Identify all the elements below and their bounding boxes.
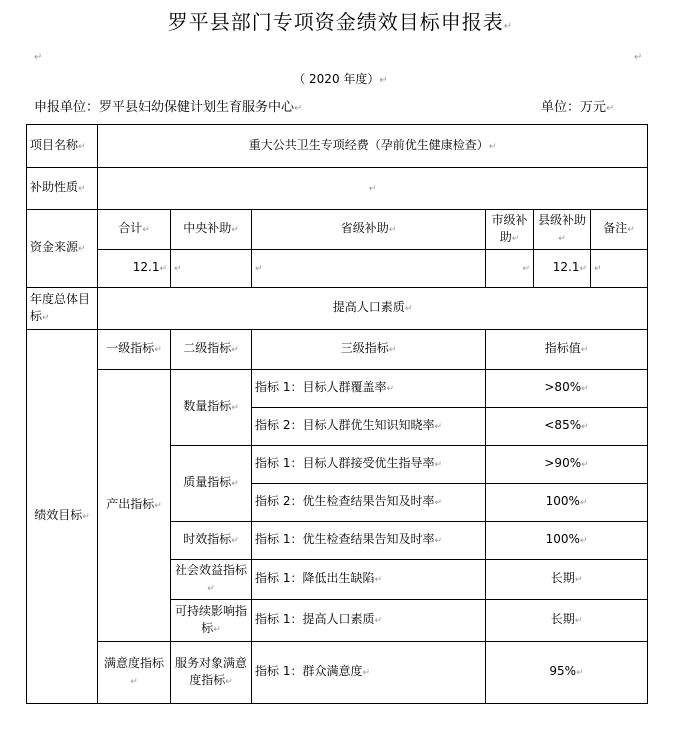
indicator-value: 长期↵ bbox=[486, 560, 648, 600]
project-name-label: 项目名称↵ bbox=[27, 125, 98, 168]
fund-value-provincial: ↵ bbox=[252, 250, 486, 288]
fund-value-total: 12.1↵ bbox=[98, 250, 171, 288]
fund-header-total: 合计↵ bbox=[98, 210, 171, 250]
indicator-value: 100%↵ bbox=[486, 484, 648, 522]
indicator-value: <85%↵ bbox=[486, 408, 648, 446]
project-name-value: 重大公共卫生专项经费（孕前优生健康检查）↵ bbox=[98, 125, 648, 168]
level1-header: 一级指标↵ bbox=[98, 330, 171, 370]
sustainability-indicator-label: 可持续影响指标↵ bbox=[171, 600, 252, 642]
fund-header-city: 市级补助↵ bbox=[486, 210, 534, 250]
level2-header: 二级指标↵ bbox=[171, 330, 252, 370]
indicator-row: 指标 2：目标人群优生知识知晓率↵ bbox=[252, 408, 486, 446]
timeliness-indicator-label: 时效指标↵ bbox=[171, 522, 252, 560]
fund-value-central: ↵ bbox=[171, 250, 252, 288]
service-satisfaction-label: 服务对象满意度指标↵ bbox=[171, 642, 252, 704]
fund-header-remark: 备注↵ bbox=[591, 210, 648, 250]
fund-value-remark: ↵ bbox=[591, 250, 648, 288]
paragraph-mark: ↵ bbox=[634, 52, 643, 63]
social-benefit-indicator-label: 社会效益指标↵ bbox=[171, 560, 252, 600]
subsidy-nature-value: ↵ bbox=[98, 168, 648, 210]
indicator-row: 指标 2：优生检查结果告知及时率↵ bbox=[252, 484, 486, 522]
level3-header: 三级指标↵ bbox=[252, 330, 486, 370]
year-line: （ 2020 年度）↵ bbox=[293, 72, 388, 86]
subsidy-nature-label: 补助性质↵ bbox=[27, 168, 98, 210]
indicator-row: 指标 1：降低出生缺陷↵ bbox=[252, 560, 486, 600]
indicator-value: 100%↵ bbox=[486, 522, 648, 560]
page-title: 罗平县部门专项资金绩效目标申报表↵ bbox=[167, 10, 514, 34]
fund-header-county: 县级补助↵ bbox=[534, 210, 591, 250]
value-header: 指标值↵ bbox=[486, 330, 648, 370]
fund-header-central: 中央补助↵ bbox=[171, 210, 252, 250]
money-unit: 单位：万元↵ bbox=[541, 100, 615, 115]
annual-goal-label: 年度总体目标↵ bbox=[27, 288, 98, 330]
satisfaction-indicator-label: 满意度指标↵ bbox=[98, 642, 171, 704]
fund-header-provincial: 省级补助↵ bbox=[252, 210, 486, 250]
fund-value-county: 12.1↵ bbox=[534, 250, 591, 288]
indicator-value: 长期↵ bbox=[486, 600, 648, 642]
quantity-indicator-label: 数量指标↵ bbox=[171, 370, 252, 446]
indicator-row: 指标 1：目标人群覆盖率↵ bbox=[252, 370, 486, 408]
indicator-row: 指标 1：目标人群接受优生指导率↵ bbox=[252, 446, 486, 484]
indicator-value: 95%↵ bbox=[486, 642, 648, 704]
indicator-row: 指标 1：提高人口素质↵ bbox=[252, 600, 486, 642]
indicator-value: >80%↵ bbox=[486, 370, 648, 408]
indicator-row: 指标 1：群众满意度↵ bbox=[252, 642, 486, 704]
indicator-row: 指标 1：优生检查结果告知及时率↵ bbox=[252, 522, 486, 560]
output-indicator-label: 产出指标↵ bbox=[98, 370, 171, 642]
performance-table bbox=[26, 124, 648, 704]
quality-indicator-label: 质量指标↵ bbox=[171, 446, 252, 522]
performance-goal-label: 绩效目标↵ bbox=[27, 330, 98, 704]
fund-source-label: 资金来源↵ bbox=[27, 210, 98, 288]
indicator-value: >90%↵ bbox=[486, 446, 648, 484]
paragraph-mark: ↵ bbox=[34, 52, 43, 63]
applicant-unit: 申报单位：罗平县妇幼保健计划生育服务中心↵ bbox=[34, 100, 303, 115]
fund-value-city: ↵ bbox=[486, 250, 534, 288]
annual-goal-value: 提高人口素质↵ bbox=[98, 288, 648, 330]
